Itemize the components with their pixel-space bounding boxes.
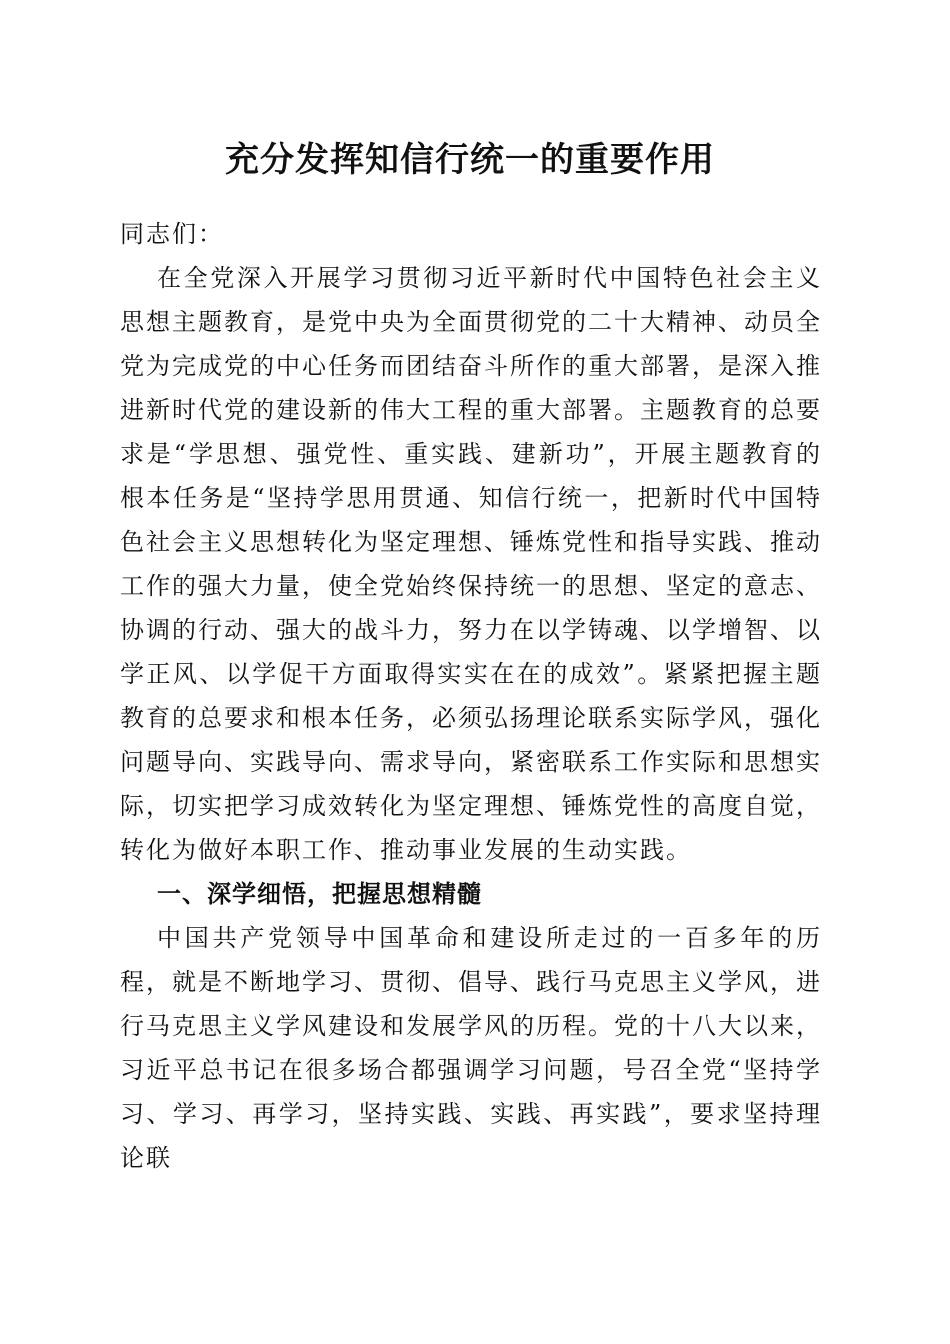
document-title: 充分发挥知信行统一的重要作用 bbox=[225, 140, 715, 180]
document-body bbox=[120, 212, 822, 1180]
section-heading-1: 一、深学细悟，把握思想精髓 bbox=[157, 880, 482, 908]
salutation: 同志们： bbox=[120, 220, 224, 248]
paragraph-section-1: 中国共产党领导中国革命和建设所走过的一百多年的历程，就是不断地学习、贯彻、倡导、践行马克思主义学风，进行马克思主义学风建设和发展学风的历程。党的十八大以来，习近平总书记在很多场合都强调学习问题，号召全党“坚持学习、学习、再学习，坚持实践、实践、再实践”，要求坚持理论联 bbox=[120, 924, 822, 1172]
paragraph-intro: 在全党深入开展学习贯彻习近平新时代中国特色社会主义思想主题教育，是党中央为全面贯彻党的二十大精神、动员全党为完成党的中心任务而团结奋斗所作的重大部署，是深入推进新时代党的建设新的伟大工程的重大部署。主题教育的总要求是“学思想、强党性、重实践、建新功”，开展主题教育的根本任务是“坚持学思用贯通、知信行统一，把新时代中国特色社会主义思想转化为坚定理想、锤炼党性和指导实践、推动工作的强大力量，使全党始终保持统一的思想、坚定的意志、协调的行动、强大的战斗力，努力在以学铸魂、以学增智、以学正风、以学促干方面取得实实在在的成效”。紧紧把握主题教育的总要求和根本任务，必须弘扬理论联系实际学风，强化问题导向、实践导向、需求导向，紧密联系工作实际和思想实际，切实把学习成效转化为坚定理想、锤炼党性的高度自觉，转化为做好本职工作、推动事业发展的生动实践。 bbox=[120, 264, 822, 864]
